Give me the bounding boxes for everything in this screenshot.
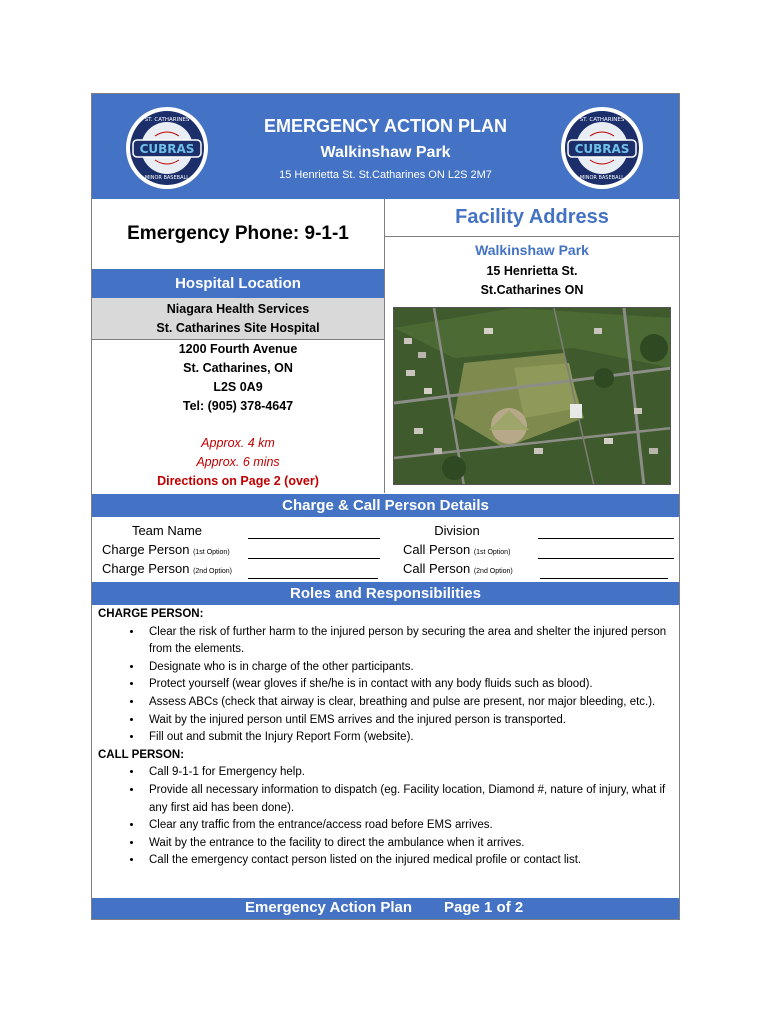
hospital-city: St. Catharines, ON [183, 361, 293, 375]
call-person-2-field[interactable] [540, 578, 668, 579]
charge-duty-item: • Clear the risk of further harm to the injured person by securing the area and shelter the injured person from the elements. [143, 624, 674, 659]
emergency-phone: Emergency Phone: 9-1-1 [127, 223, 349, 244]
distance-text: Approx. 4 km [201, 436, 275, 450]
plan-title: EMERGENCY ACTION PLAN [263, 116, 508, 136]
hospital-street: 1200 Fourth Avenue [178, 342, 298, 356]
call-person-heading: CALL PERSON: [98, 748, 185, 761]
hospital-postal: L2S 0A9 [213, 380, 263, 394]
park-name: Walkinshaw Park [320, 144, 451, 161]
charge-person-2-field[interactable] [248, 578, 378, 579]
header-banner [92, 94, 679, 199]
call-duty-item: • Call the emergency contact person listed on the injured medical profile or contact list. [143, 852, 674, 870]
park-address: 15 Henrietta St. St.Catharines ON L2S 2M7 [279, 169, 492, 181]
facility-title-box [385, 199, 679, 237]
facility-street: 15 Henrietta St. [486, 264, 578, 278]
hospital-name-box [92, 298, 384, 340]
charge-person-duties [98, 624, 674, 747]
footer-bar [92, 898, 679, 919]
hospital-name-line1: Niagara Health Services [166, 302, 310, 316]
roles-heading: Roles and Responsibilities [92, 582, 679, 605]
division-label: Division [434, 523, 480, 538]
time-text: Approx. 6 mins [196, 455, 280, 469]
facility-address-box [385, 238, 679, 300]
aerial-map-image [393, 307, 671, 485]
call-person-1-label: Call Person (1st Option) [403, 542, 511, 557]
svg-text:CUBRAS: CUBRAS [139, 142, 195, 156]
team-name-label: Team Name [131, 523, 203, 538]
roles-body [98, 606, 674, 870]
charge-call-heading: Charge & Call Person Details [92, 494, 679, 517]
charge-person-2-label: Charge Person (2nd Option) [102, 561, 232, 576]
call-person-duties [98, 764, 674, 870]
facility-city: St.Catharines ON [480, 283, 584, 297]
page-number: Page 1 of 2 [444, 899, 524, 916]
call-duty-item: • Wait by the entrance to the facility to direct the ambulance when it arrives. [143, 835, 674, 853]
svg-text:MINOR BASEBALL: MINOR BASEBALL [579, 175, 625, 181]
charge-person-1-label: Charge Person (1st Option) [102, 542, 230, 557]
charge-person-heading: CHARGE PERSON: [98, 608, 204, 620]
hospital-address-box [92, 340, 384, 494]
svg-text:ST. CATHARINES: ST. CATHARINES [579, 117, 625, 123]
team-name-field[interactable] [248, 538, 380, 539]
charge-duty-item: • Designate who is in charge of the other participants. [143, 659, 674, 677]
facility-title: Facility Address [455, 206, 609, 228]
charge-duty-item: • Wait by the injured person until EMS arrives and the injured person is transported. [143, 712, 674, 730]
hospital-location-heading: Hospital Location [92, 269, 384, 298]
charge-person-1-field[interactable] [248, 558, 380, 559]
call-person-1-field[interactable] [538, 558, 674, 559]
call-person-2-label: Call Person (2nd Option) [403, 561, 513, 576]
charge-duty-item: • Protect yourself (wear gloves if she/he is in contact with any body fluids such as blood). [143, 676, 674, 694]
division-field[interactable] [538, 538, 674, 539]
facility-name: Walkinshaw Park [475, 242, 589, 258]
svg-text:CUBRAS: CUBRAS [574, 142, 630, 156]
svg-text:ST. CATHARINES: ST. CATHARINES [144, 117, 190, 123]
svg-text:MINOR BASEBALL: MINOR BASEBALL [144, 175, 190, 181]
directions-link[interactable]: Directions on Page 2 (over) [157, 474, 319, 488]
call-duty-item: • Provide all necessary information to dispatch (eg. Facility location, Diamond #, nature of injury, what if any first aid has been done). [143, 782, 674, 817]
emergency-action-plan-page [91, 93, 680, 920]
call-duty-item: • Clear any traffic from the entrance/access road before EMS arrives. [143, 817, 674, 835]
charge-duty-item: • Assess ABCs (check that airway is clear, breathing and pulse are present, nor major bleeding, etc.). [143, 694, 674, 712]
footer-label: Emergency Action Plan [245, 899, 412, 916]
hospital-tel: Tel: (905) 378-4647 [182, 399, 294, 413]
call-duty-item: • Call 9-1-1 for Emergency help. [143, 764, 674, 782]
hospital-name-line2: St. Catharines Site Hospital [156, 321, 320, 335]
charge-duty-item: • Fill out and submit the Injury Report Form (website). [143, 729, 674, 747]
emergency-phone-box [92, 199, 384, 269]
